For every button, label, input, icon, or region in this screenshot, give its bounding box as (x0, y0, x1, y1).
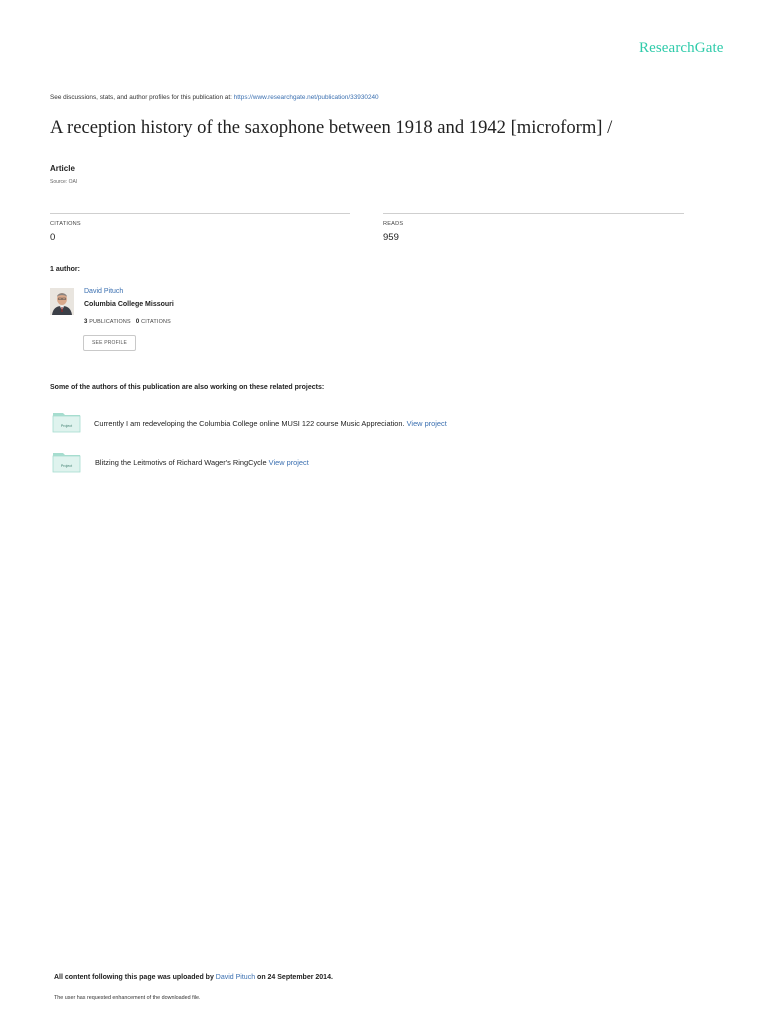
project-description: Currently I am redeveloping the Columbia College online MUSI 122 course Music Appreciation. (94, 419, 407, 428)
author-avatar[interactable] (50, 288, 74, 315)
author-stats (84, 319, 171, 325)
view-project-link[interactable]: View project (268, 458, 309, 467)
view-project-link[interactable]: View project (406, 419, 447, 428)
authors-heading: 1 author: (50, 266, 80, 273)
enhancement-note: The user has requested enhancement of the downloaded file. (54, 995, 201, 1001)
author-citations-count: 0 (135, 319, 140, 325)
project-description: Blitzing the Leitmotivs of Richard Wager's RingCycle (95, 458, 269, 467)
reads-count: 959 (383, 232, 399, 243)
publication-title: A reception history of the saxophone between 1918 and 1942 [microform] / (50, 117, 613, 138)
author-publications-count: 3 (84, 319, 88, 325)
author-publications-label: PUBLICATIONS (89, 319, 131, 325)
upload-prefix: All content following this page was uploaded by (54, 974, 216, 981)
project-item (94, 419, 447, 428)
project-icon (52, 451, 81, 473)
publication-source: Source: OAI (50, 179, 78, 185)
project-icon (52, 411, 81, 433)
project-item (95, 458, 309, 467)
upload-suffix: on 24 September 2014. (255, 974, 333, 981)
publication-url-line (50, 94, 379, 101)
upload-notice (54, 974, 333, 981)
reads-divider (383, 213, 684, 214)
uploader-link[interactable]: David Pituch (215, 974, 256, 981)
citations-count: 0 (50, 232, 56, 243)
publication-type: Article (50, 164, 75, 173)
publication-url-link[interactable]: https://www.researchgate.net/publication/33930240 (233, 94, 379, 101)
reads-label: READS (383, 221, 404, 227)
author-institution: Columbia College Missouri (84, 301, 174, 308)
related-projects-heading: Some of the authors of this publication are also working on these related projects: (50, 384, 325, 391)
author-name-link[interactable]: David Pituch (84, 288, 124, 295)
intro-text: See discussions, stats, and author profiles for this publication at: (50, 94, 234, 101)
project-icon-label: Project (60, 424, 73, 428)
citations-label: CITATIONS (50, 221, 81, 227)
see-profile-button[interactable]: SEE PROFILE (83, 335, 136, 351)
researchgate-logo[interactable]: ResearchGate (639, 40, 724, 56)
project-icon-label: Project (60, 464, 73, 468)
citations-divider (50, 213, 350, 214)
author-citations-label: CITATIONS (141, 319, 171, 325)
